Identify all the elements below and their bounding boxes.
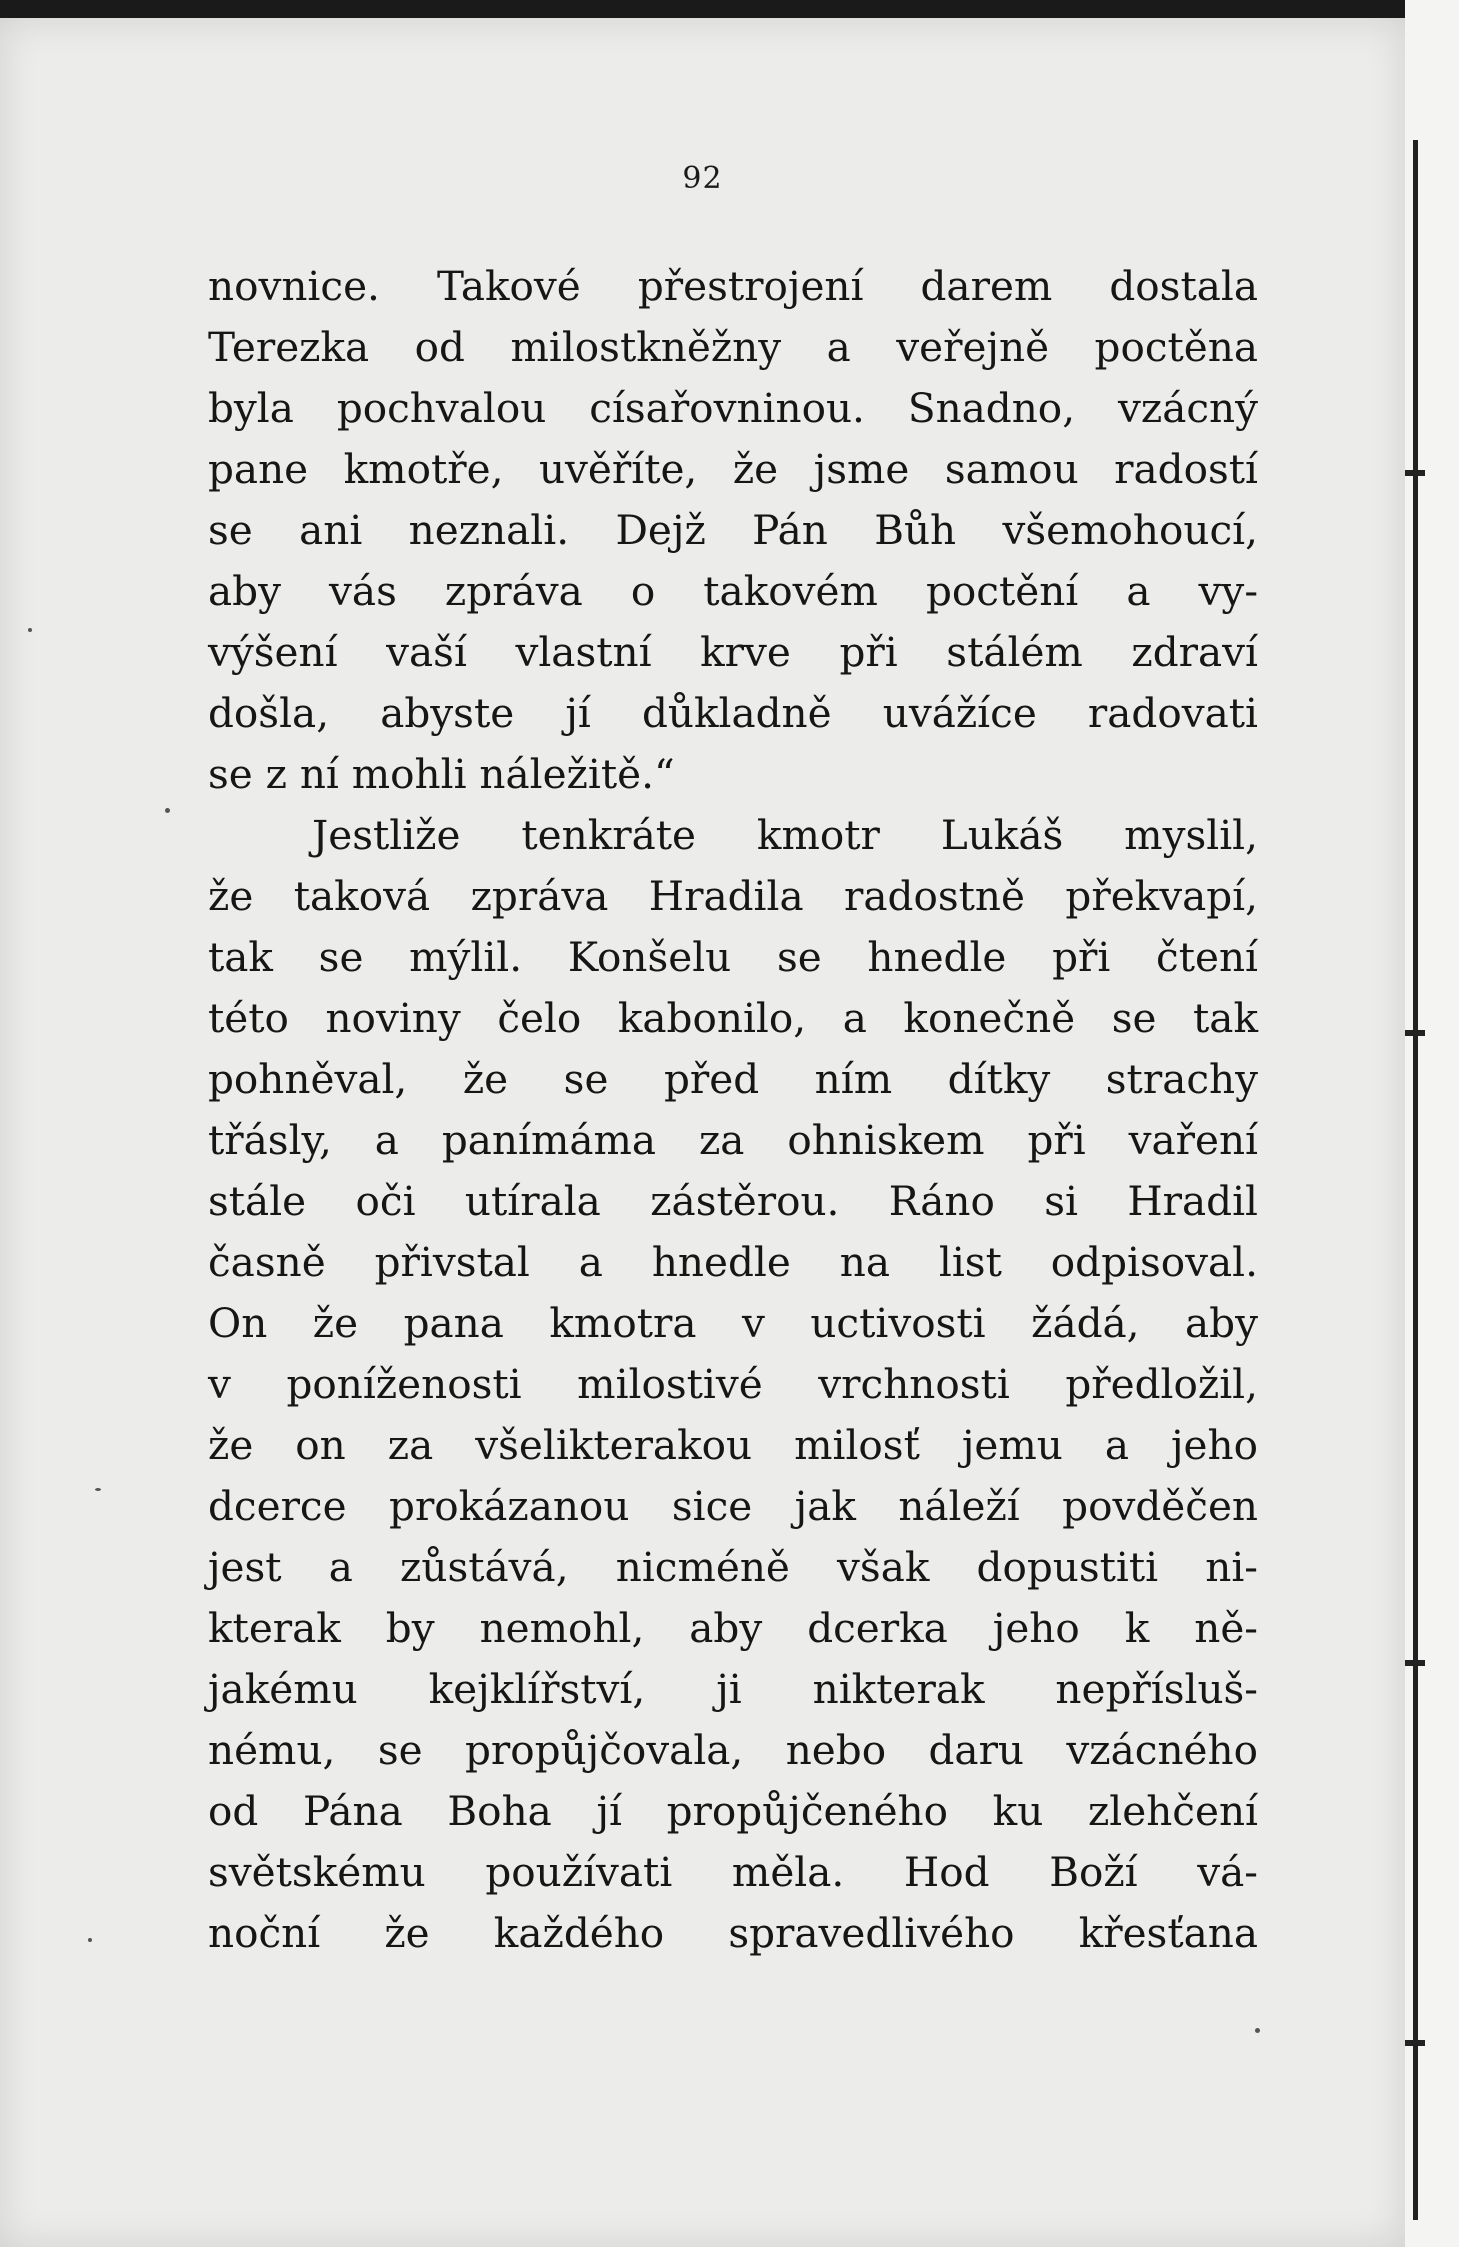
book-page [0,18,1405,2247]
text-line: novnice. Takové přestrojení darem dostala [208,262,1258,310]
scan-speck [1255,2028,1260,2033]
text-line: aby vás zpráva o takovém poctění a vy- [208,567,1258,615]
binding-edge-line [1413,140,1418,2220]
text-line: Terezka od milostkněžny a veřejně poctěna [208,323,1258,371]
text-line: pane kmotře, uvěříte, že jsme samou radostí [208,445,1258,493]
text-line: v poníženosti milostivé vrchnosti předložil, [208,1360,1258,1408]
binding-edge-mark [1405,470,1425,476]
text-line: On že pana kmotra v uctivosti žádá, aby [208,1299,1258,1347]
text-line-paragraph-start: Jestliže tenkráte kmotr Lukáš myslil, [312,811,1258,859]
text-line: výšení vaší vlastní krve při stálém zdraví [208,628,1258,676]
scan-right-margin [1405,0,1459,2247]
text-line: jest a zůstává, nicméně však dopustiti ni- [208,1543,1258,1591]
text-line: kterak by nemohl, aby dcerka jeho k ně- [208,1604,1258,1652]
text-line: že taková zpráva Hradila radostně překvapí, [208,872,1258,920]
text-line: se ani neznali. Dejž Pán Bůh všemohoucí, [208,506,1258,554]
scan-speck [95,1488,101,1491]
binding-edge-mark [1405,2040,1425,2046]
binding-edge-mark [1405,1030,1425,1036]
text-line-paragraph-end: se z ní mohli náležitě.“ [208,750,675,798]
text-line: byla pochvalou císařovninou. Snadno, vzácný [208,384,1258,432]
text-line: jakému kejklířství, ji nikterak nepřísluš- [208,1665,1258,1713]
text-line: dcerce prokázanou sice jak náleží povděčen [208,1482,1258,1530]
scan-speck [28,628,32,632]
text-line: nému, se propůjčovala, nebo daru vzácného [208,1726,1258,1774]
body-text [208,256,1258,1964]
scan-top-border [0,0,1459,18]
text-line: došla, abyste jí důkladně uvážíce radovati [208,689,1258,737]
text-line: od Pána Boha jí propůjčeného ku zlehčení [208,1787,1258,1835]
binding-edge-mark [1405,1660,1425,1666]
text-line: stále oči utírala zástěrou. Ráno si Hradil [208,1177,1258,1225]
scan-speck [88,1938,92,1942]
text-line: noční že každého spravedlivého křesťana [208,1909,1258,1957]
text-line: světskému používati měla. Hod Boží vá- [208,1848,1258,1896]
text-line: tak se mýlil. Konšelu se hnedle při čtení [208,933,1258,981]
text-line: této noviny čelo kabonilo, a konečně se tak [208,994,1258,1042]
text-line: časně přivstal a hnedle na list odpisoval. [208,1238,1258,1286]
text-line: třásly, a panímáma za ohniskem při vaření [208,1116,1258,1164]
text-line: že on za všelikterakou milosť jemu a jeho [208,1421,1258,1469]
page-number: 92 [682,161,723,196]
scan-speck [165,808,170,813]
text-line: pohněval, že se před ním dítky strachy [208,1055,1258,1103]
